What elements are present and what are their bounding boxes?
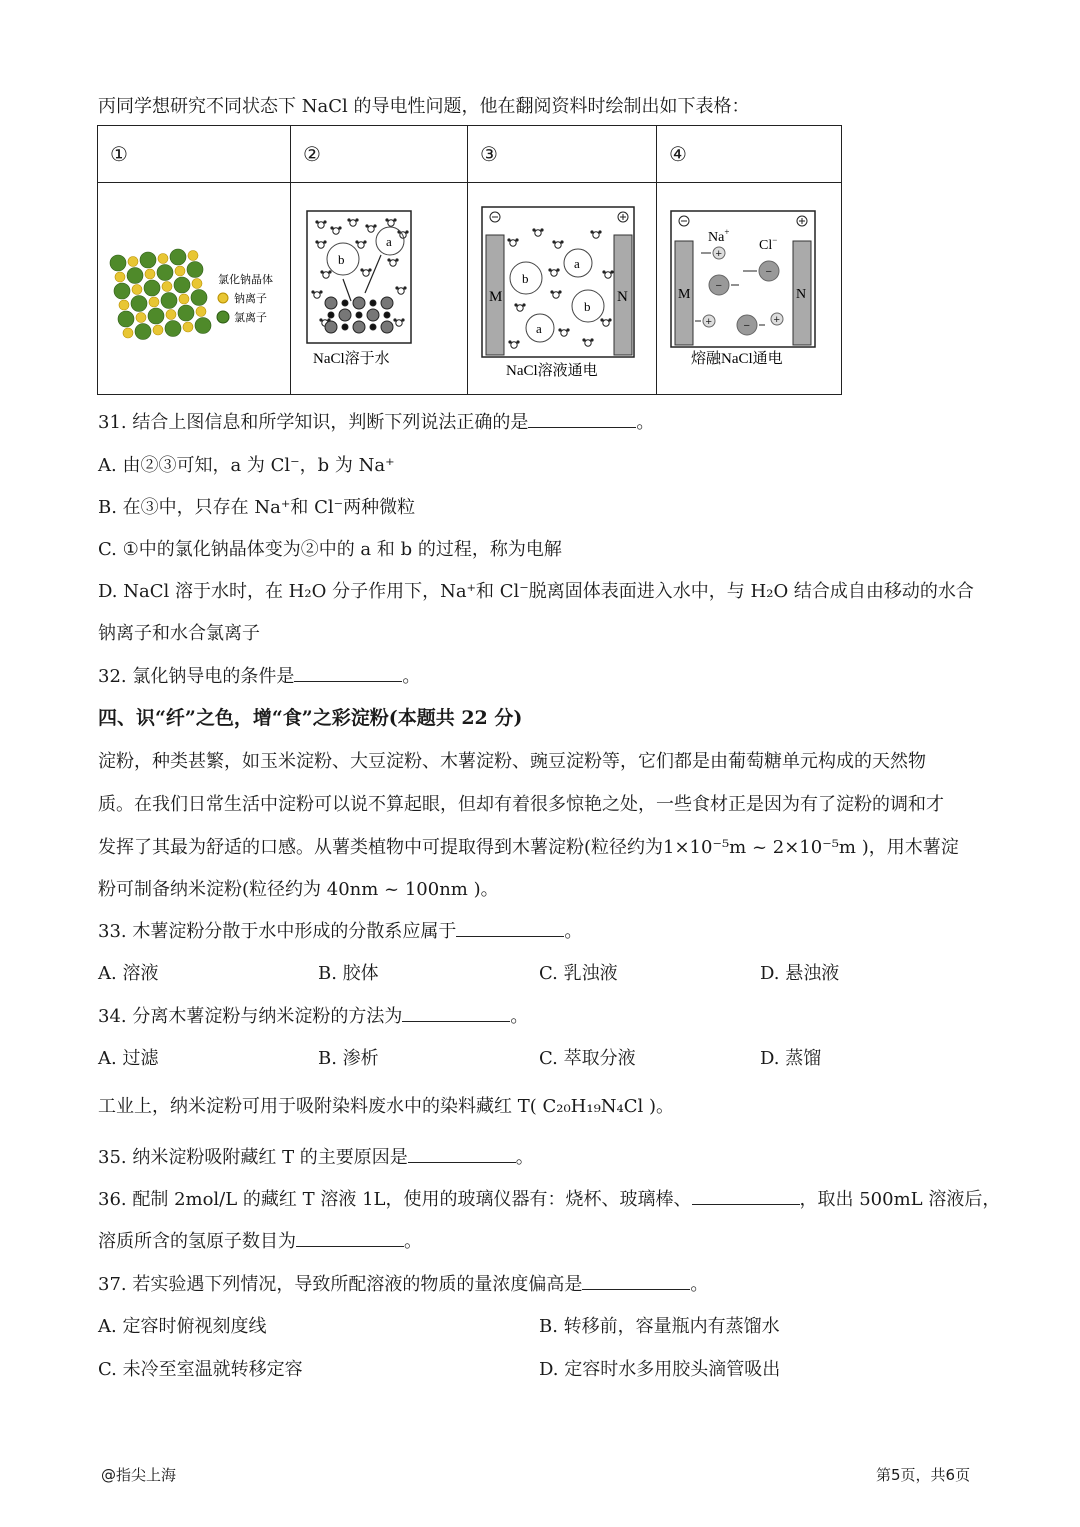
figure-solution-electrolysis: [468, 183, 657, 395]
crystal-ion: [158, 254, 168, 264]
water-molecule: [388, 220, 394, 226]
label-b-2: b: [584, 299, 591, 314]
cell: [482, 207, 634, 357]
crystal-ion: [123, 328, 133, 338]
answer-blank[interactable]: [582, 1273, 690, 1290]
lattice-ion: [353, 321, 365, 333]
intro-text: 丙同学想研究不同状态下 NaCl 的导电性问题，他在翻阅资料时绘制出如下表格：: [98, 96, 750, 117]
lattice-ion: [381, 297, 393, 309]
crystal-ion: [174, 277, 190, 293]
water-molecule: [350, 220, 356, 226]
crystal-ion: [166, 310, 176, 320]
water-molecule: [603, 320, 609, 326]
water-molecule: [555, 242, 561, 248]
lattice-ion: [370, 324, 376, 330]
q37-stem: 37. 若实验遇下列情况，导致所配溶液的物质的量浓度偏高是 。: [98, 1274, 709, 1295]
lattice-ion: [328, 312, 334, 318]
paragraph-line-1: 淀粉，种类甚繁，如玉米淀粉、大豆淀粉、木薯淀粉、豌豆淀粉等，它们都是由葡萄糖单元构成的天然物: [98, 751, 926, 772]
svg-text:−: −: [743, 320, 750, 332]
lattice-ion: [367, 309, 379, 321]
crystal-ion: [144, 280, 160, 296]
water-molecule: [396, 320, 402, 326]
water-molecule: [551, 270, 557, 276]
caption-fig3: NaCl溶液通电: [506, 363, 598, 379]
lattice-ion: [342, 324, 348, 330]
water-molecule: [390, 260, 396, 266]
legend-title: 氯化钠晶体: [218, 274, 273, 286]
q34-option-a: A. 过滤: [98, 1048, 159, 1069]
crystal-ion: [145, 269, 155, 279]
label-a: a: [574, 256, 580, 271]
section-title: 四、识“纤”之色，增“食”之彩淀粉(本题共 22 分): [98, 707, 523, 729]
crystal-ion: [148, 308, 164, 324]
industry-text: 工业上，纳米淀粉可用于吸附染料废水中的染料藏红 T( C₂₀H₁₉N₄Cl )。: [98, 1096, 675, 1117]
crystal-ion: [131, 296, 147, 312]
q31-option-c: C. ①中的氯化钠晶体变为②中的 a 和 b 的过程，称为电解: [98, 539, 562, 560]
water-molecules: [311, 218, 408, 326]
water-molecule: [358, 242, 364, 248]
label-a-2: a: [536, 321, 542, 336]
water-molecule: [585, 340, 591, 346]
crystal-ion: [140, 252, 156, 268]
label-n: N: [617, 289, 628, 305]
answer-blank[interactable]: [294, 665, 402, 682]
svg-text:+: +: [715, 248, 722, 260]
q31-option-d: D. NaCl 溶于水时，在 H₂O 分子作用下，Na⁺和 Cl⁻脱离固体表面进入水中，与 H₂O 结合成自由移动的水合: [98, 581, 974, 602]
legend-cl: 氯离子: [234, 312, 267, 324]
water-molecule: [363, 270, 369, 276]
svg-text:−: −: [715, 280, 722, 292]
water-molecule: [333, 228, 339, 234]
answer-blank[interactable]: [528, 411, 636, 428]
crystal-ion: [161, 293, 177, 309]
crystal-ion: [128, 257, 138, 267]
arrow-b: [343, 279, 351, 301]
crystal-ion: [196, 307, 206, 317]
crystal-ion: [119, 300, 129, 310]
crystal-ion: [178, 305, 194, 321]
q34-stem: 34. 分离木薯淀粉与纳米淀粉的方法为 。: [98, 1006, 529, 1027]
q36-line2: 溶质所含的氢原子数目为 。: [98, 1231, 422, 1252]
water-molecule: [368, 226, 374, 232]
water-molecule: [605, 272, 611, 278]
legend-na-dot: [218, 293, 228, 303]
crystal-ion: [183, 322, 193, 332]
q33-option-b: B. 胶体: [318, 963, 379, 984]
answer-blank[interactable]: [692, 1188, 800, 1205]
water-molecule: [511, 342, 517, 348]
crystal-ion: [153, 325, 163, 335]
label-na: Na+: [708, 227, 730, 245]
footer-source: @指尖上海: [101, 1466, 177, 1484]
crystal-ion: [127, 268, 143, 284]
nacl-crystal-image: [110, 249, 211, 340]
label-b: b: [338, 252, 345, 267]
q37-option-a: A. 定容时俯视刻度线: [98, 1316, 267, 1337]
ion-lattice: [325, 297, 393, 333]
label-m: M: [489, 289, 503, 305]
caption-fig2: NaCl溶于水: [313, 351, 390, 367]
label-m: M: [678, 287, 691, 302]
answer-blank[interactable]: [408, 1146, 516, 1163]
table-header-3: ③: [468, 126, 657, 183]
lattice-ion: [339, 309, 351, 321]
crystal-ion: [157, 265, 173, 281]
water-molecule: [535, 230, 541, 236]
page-number: 第5页，共6页: [876, 1466, 971, 1484]
label-cl: Cl−: [759, 235, 778, 253]
crystal-ion: [187, 262, 203, 278]
paragraph-line-3: 发挥了其最为舒适的口感。从薯类植物中可提取得到木薯淀粉(粒径约为1×10⁻⁵m ~ 2×10⁻⁵m )，用木薯淀: [98, 837, 959, 858]
caption-fig4: 熔融NaCl通电: [691, 351, 783, 367]
svg-text:+: +: [773, 314, 780, 326]
q36-stem: 36. 配制 2mol/L 的藏红 T 溶液 1L，使用的玻璃仪器有：烧杯、玻璃棒、 ，取出 500mL 溶液后，: [98, 1189, 1001, 1210]
water-molecule: [517, 305, 523, 311]
crystal-ion: [136, 313, 146, 323]
q34-option-b: B. 渗析: [318, 1048, 379, 1069]
water-molecule: [398, 288, 404, 294]
figure-molten-electrolysis: [657, 183, 842, 395]
water-molecule: [510, 240, 516, 246]
crystal-ion: [188, 251, 198, 261]
water-molecule: [314, 292, 320, 298]
legend-na: 钠离子: [234, 293, 267, 305]
crystal-ion: [110, 255, 126, 271]
q31-option-a: A. 由②③可知，a 为 Cl⁻，b 为 Na⁺: [98, 455, 395, 476]
q31-stem: 31. 结合上图信息和所学知识，判断下列说法正确的是 。: [98, 412, 655, 433]
crystal-ion: [115, 272, 125, 282]
crystal-ion: [191, 290, 207, 306]
crystal-ion: [149, 297, 159, 307]
lattice-ion: [356, 312, 362, 318]
q32-stem: 32. 氯化钠导电的条件是 。: [98, 666, 421, 687]
water-molecule: [553, 292, 559, 298]
water-molecule: [318, 222, 324, 228]
crystal-ion: [162, 282, 172, 292]
q33-option-d: D. 悬浊液: [760, 963, 840, 984]
crystal-ion: [165, 321, 181, 337]
crystal-ion: [135, 324, 151, 340]
moving-ions: [695, 247, 783, 335]
figure-dissolve: [291, 183, 468, 395]
q34-option-d: D. 蒸馏: [760, 1048, 822, 1069]
answer-blank[interactable]: [402, 1005, 510, 1022]
label-a: a: [386, 234, 392, 249]
paragraph-line-4: 粉可制备纳米淀粉(粒径约为 40nm ~ 100nm )。: [98, 879, 499, 900]
lattice-ion: [342, 300, 348, 306]
q33-option-a: A. 溶液: [98, 963, 159, 984]
water-molecule: [593, 232, 599, 238]
q34-option-c: C. 萃取分液: [539, 1048, 636, 1069]
svg-text:−: −: [765, 266, 772, 278]
water-molecule: [323, 272, 329, 278]
crystal-ion: [179, 294, 189, 304]
lattice-ion: [384, 312, 390, 318]
q33-stem: 33. 木薯淀粉分散于水中形成的分散系应属于 。: [98, 921, 583, 942]
crystal-ion: [114, 283, 130, 299]
q31-option-d-cont: 钠离子和水合氯离子: [98, 623, 260, 644]
svg-text:+: +: [705, 316, 712, 328]
lattice-ion: [353, 297, 365, 309]
lattice-ion: [370, 300, 376, 306]
q37-option-b: B. 转移前，容量瓶内有蒸馏水: [539, 1316, 780, 1337]
crystal-ion: [175, 266, 185, 276]
crystal-ion: [170, 249, 186, 265]
lattice-ion: [325, 297, 337, 309]
lattice-ion: [381, 321, 393, 333]
answer-blank[interactable]: [296, 1230, 404, 1247]
crystal-ion: [195, 318, 211, 334]
water-molecule: [318, 242, 324, 248]
figure-crystal: [98, 183, 291, 395]
table-header-2: ②: [291, 126, 468, 183]
table-header-4: ④: [657, 126, 842, 183]
q31-option-b: B. 在③中，只存在 Na⁺和 Cl⁻两种微粒: [98, 497, 416, 518]
conductivity-table: [97, 125, 842, 395]
q35-stem: 35. 纳米淀粉吸附藏红 T 的主要原因是 。: [98, 1147, 534, 1168]
water-molecule: [561, 330, 567, 336]
answer-blank[interactable]: [456, 920, 564, 937]
crystal-ion: [118, 311, 134, 327]
lattice-ion: [325, 321, 337, 333]
q37-option-d: D. 定容时水多用胶头滴管吸出: [539, 1359, 781, 1380]
label-b: b: [522, 271, 529, 286]
legend-cl-dot: [217, 311, 229, 323]
paragraph-line-2: 质。在我们日常生活中淀粉可以说不算起眼，但却有着很多惊艳之处，一些食材正是因为有了淀粉的调和才: [98, 794, 944, 815]
crystal-ion: [132, 285, 142, 295]
table-header-1: ①: [98, 126, 291, 183]
water-molecules: [507, 228, 613, 348]
crystal-ion: [192, 279, 202, 289]
q33-option-c: C. 乳浊液: [539, 963, 618, 984]
label-n: N: [796, 287, 807, 302]
q37-option-c: C. 未冷至室温就转移定容: [98, 1359, 303, 1380]
